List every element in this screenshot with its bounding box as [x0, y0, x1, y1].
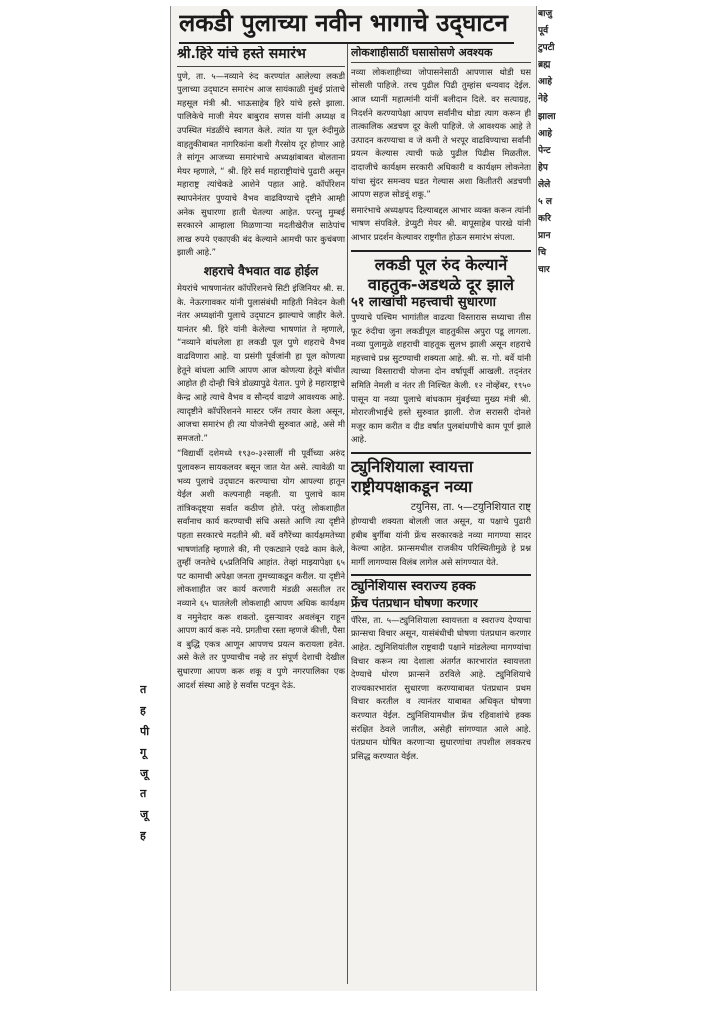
main-headline: लकडी पुलाच्या नवीन भागाचे उद्‌घाटन [179, 8, 514, 44]
bridge-subheadline: ५१ लाखांची महत्त्वाची सुधारणा [351, 294, 497, 310]
strip-fragment: झाला [538, 111, 556, 122]
strip-fragment: लेले [538, 179, 551, 190]
left-subheading-2: शहराचे वैभवात वाढ होईल [203, 264, 319, 279]
left-strip-fragment: जू [140, 808, 149, 822]
column-divider [347, 44, 348, 984]
tunisia-headline-line-1: ट्युनिशियाला स्वायत्ता [351, 457, 474, 477]
left-strip-fragment: जू [140, 766, 149, 780]
right-column [351, 46, 531, 946]
left-paragraph-1: पुणे, ता. ५—नव्याने रुंद करण्यांत आलेल्या लकडी पुलाच्या उद्‌घाटन समारंभ आज सायंकाळी मुंबई प्रांताचे महसूल मंत्री श्री. भाऊसाहेब हिरे यांचे हस्ते झाला. पालिकेचे माजी मेयर बाबुराव सणस यांनी अध्यक्ष व उपस्थित मंडळींचे स्वागत केले. त्यांत या पूल रुंदीमुळे वाहतुकीबाबत नागरिकांना कशी गैरसोय दूर होणार आहे ते सांगून आजच्या समारंभाचे अध्यक्षांबाबत बोलताना मेयर म्हणाले, “ श्री. हिरे सर्व महाराष्ट्रीयांचे पुढारी असून महाराष्ट्र त्यांचेकडे आशेने पहात आहे. कॉर्पोरेशन स्थापनेनंतर पुण्याचे वैभव वाढविण्याचे दृष्टीने आम्ही अनेक सुधारणा हाती घेतल्या आहेत. परन्तु मुम्बई सरकारने आम्हाला मिळणाऱ्या मदतीखेरीज साठेपांच लाख रुपये एकाएकी बंद केल्याने आमची फार कुचंबणा झाली आहे.” [177, 70, 345, 258]
strip-fragment: नेहे [538, 94, 548, 105]
right-paragraph-2: समारंभाचे अध्यक्षपद दिल्याबद्दल आभार व्यक्त करून त्यांनी भाषण संपविले. डेप्युटी मेयर श्री. बापूसाहेब पारखे यांनी आभार प्रदर्शन केल्यावर राष्ट्रगीत होऊन समारंभ संपला. [351, 204, 531, 243]
strip-fragment: आहे [538, 128, 552, 139]
bridge-headline-line-2: वाहतुक-अडथळे दूर झाले [367, 274, 515, 294]
left-strip-fragment: त [140, 683, 147, 696]
tunisia-dateline: टयुनिस, ता. ५—टयुनिशियात राष्ट् [410, 502, 531, 514]
strip-fragment: आहे [538, 77, 552, 88]
strip-fragment: पूर्व [538, 26, 549, 37]
self-rule-headline: ट्युनिशियास स्वराज्य हक्क [351, 579, 476, 595]
left-subheading: श्री.हिरे यांचे हस्ते समारंभ [177, 46, 345, 67]
left-strip-fragment: ह [140, 829, 146, 843]
left-paragraph-3: “विद्यार्थी दशेमध्ये १९३०-३२सालीं मी पूर्वीच्या अरुंद पुलावरून सायकलवर बसून जात येत असे. त्यावेळी या भव्य पुलाचे उद्‌घाटन करण्याचा योग आपल्या हातून येईल अशी कल्पनाही नव्हती. या पुलाचे काम तांत्रिकदृष्ट्या सर्वात कठीण होते. परंतु लोकशाहीत सर्वांनाच कार्य करण्याची संधि असते आणि त्या दृष्टीने पहता सरकारचे मदतीने श्री. बर्वे वगैरेंच्या कार्यक्षमतेच्या भाषणांतहि म्हणाले की, मी एकट्याने एवढे काम केले, तुम्हीं जनतेचे ६५प्रतिनिधि आहांत. तेव्हां माझ्यापेक्षा ६५ पट कामाची अपेक्षा जनता तुमच्याकडून करील. या दृष्टीने लोकशाहीत जर कार्य करणारी मंडळी असतील तर नव्याने ६५ घातलेली लोकशाही आपण अधिक कार्यक्षम व नमुनेदार करू शकतो. दुसऱ्यावर अवलंबून राहून आपण कार्य करू नये. प्रगतीचा रस्ता म्हणजे कीत्ती, पैसा व बुद्धि एकत्र आणून आपणच प्रयत्न करायला हवेत. असे केले तर पुण्याचीच नव्हे तर संपूर्ण देशाची देखील सुधारणा आपण करू शकू व पुणे नगरपालिका एक आदर्श संस्था आहे हे सर्वांस पटवून देऊं. [177, 448, 345, 690]
strip-fragment: ब्रह्म [538, 60, 551, 71]
tunisia-paragraph: होण्याची शक्यता बोलली जात असून, या पक्षाचे पुढारी हबीब बुर्गीबा यांनी फ्रेंच सरकारकडे नव्या मागण्या सादर केल्या आहेत. फ्रान्समधील राजकीय परिस्थितीमुळे हे प्रश्न मार्गी लागण्यास विलंब लागेल असे सांगण्यात येते. [351, 516, 531, 567]
strip-fragment: चार [538, 265, 550, 276]
strip-fragment: पेन्ट [538, 145, 551, 156]
right-paragraph-1: नव्या लोकशाहीच्या जोपासनेसाठी आपणास थोडी घस सोसली पाहिजे. तरच पुढील पिढी तुम्हांस धन्यवाद देईल. आज ध्यानीं महात्मांनी यांनीं बलीदान दिले. वर सत्याग्रह, निदर्शने करण्यापेक्षा आपण सर्वांनीच थोडा त्याग करून ही तात्कालिक अडचण दूर केली पाहिजे. जे आवश्यक आहे ते उत्पादन करण्याचा व जे कमी ते भरपूर वाढविण्याचा सर्वांनी प्रयत्न केल्यास त्याची फळे पुढील पिढीस मिळतील. दादाजीचे कार्यक्षम सरकारी अधिकारी व कार्यक्षम लोकनेता यांचा सुंदर समन्वय घडत गेल्यास अशा कितीतरी अडचणी आपण सहज सोडवूं शकू.” [351, 66, 531, 200]
left-strip-fragment: गू [140, 745, 147, 759]
strip-fragment: हेप [538, 162, 548, 173]
bridge-headline-line-1: लकडी पूल रुंद केल्यानें [374, 254, 508, 274]
newspaper-clipping [170, 6, 537, 991]
adjacent-clipping-strip [538, 6, 586, 986]
strip-fragment: चि [538, 248, 547, 259]
bridge-article [351, 250, 531, 447]
tunisia-headline-line-2: राष्ट्रीयपक्षाकडून नव्या [351, 477, 473, 497]
left-column [177, 46, 345, 946]
strip-fragment: करि [538, 214, 551, 225]
strip-fragment: प्रान [538, 231, 551, 242]
left-strip-fragment: पी [140, 724, 150, 738]
right-headline-democracy: लोकशाहीसाठीं घसासोसणे अवश्यक [351, 46, 531, 63]
tunisia-self-rule-article [351, 574, 531, 763]
left-paragraph-2: मेयरांचे भाषणानंतर कॉर्पोरेशनचे सिटी इंजिनियर श्री. स. के. नेऊरगावकर यांनी पुलासंबंधी माहिती निवेदन केली नंतर अध्यक्षांनी पुलाचे उद्‌घाटन झाल्याचे जाहीर केले. यानंतर श्री. हिरे यांनी केलेल्या भाषणांत ते म्हणाले, “नव्याने बांधलेला हा लकडी पूल पुणे शहराचे वैभव वाढविणारा आहे. या प्रसंगी पूर्वजांनी हा पूल कोणत्या हेतूने बांधला आणि आपण आज कोणत्या हेतूने बांधीत आहोत ही दोन्ही चित्रे डोळ्यापुढे येतात. पुणे हे महाराष्ट्राचे केन्द्र आहे त्याचे वैभव व सौन्दर्य वाढणे आवश्यक आहे. त्यादृष्टीने कॉर्पोरेशनने मास्टर प्लॅन तयार केला असून, आजचा समारंभ ही त्या योजनेची सुरुवात आहे, असे मी समजतो.” [177, 283, 345, 443]
strip-fragment: बाजु [538, 9, 553, 19]
tunisia-article [351, 452, 531, 569]
left-strip-fragment: ह [140, 703, 146, 717]
left-strip-fragment: त [140, 787, 147, 801]
left-edge-strip [140, 680, 168, 960]
self-rule-subheadline: फ्रेंच पंतप्रधान घोषणा करणार [351, 596, 531, 612]
self-rule-paragraph: पॅरिस, ता. ५—ट्युनिशियाला स्वायत्तता व स्वराज्य देण्याचा फ्रान्सचा विचार असून, यासंबंधीची घोषणा पंतप्रधान करणार आहेत. ट्युनिशियांतील राष्ट्रवादी पक्षाने मांडलेल्या मागण्यांचा विचार करून त्या देशाला अंतर्गत कारभारांत स्वायत्तता देण्याचे धोरण फ्रान्सने ठरविले आहे. ट्युनिशियाचे राज्यकारभारांत सुधारणा करण्याबाबत पंतप्रधान प्रथम विचार करतील व त्यानंतर याबाबत अधिकृत घोषणा करण्यात येईल. ट्युनिशियामधील फ्रेंच रहिवाशांचे हक्क संरक्षित ठेवले जातील, असेही सांगण्यात आले आहे. पंतप्रधान घोषित करणाऱ्या सुधारणांचा तपशील लवकरच प्रसिद्ध करण्यात येईल. [351, 614, 531, 761]
strip-fragment: ५ ल [538, 197, 552, 208]
bridge-paragraph: पुण्याचे पश्चिम भागांतील वाढत्या विस्तारास सध्याचा तीस फूट रुंदीचा जुना लकडीपूल वाहतुकीस अपुरा पडू लागला. नव्या पुलामुळे शहराची वाहतूक सुलभ झाली असून शहराचे महत्त्वाचे प्रश्न सुटण्याची शक्यता आहे. श्री. स. गो. बर्वे यांनी त्याच्या विस्ताराची योजना दोन वर्षापूर्वी आखली. तद्नंतर समिति नेमली व नंतर ती निश्चित केली. १२ नोव्हेंबर, १९५० पासून या नव्या पुलाचे बांधकाम मुंबईच्या मुख्य मंत्री श्री. मोरारजीभाईंचे हस्ते सुरुवात झाली. रोज सरासरी दोनशे मजूर काम करीत व दीड वर्षात पुलबांधणीचे काम पूर्ण झाले आहे. [351, 311, 531, 445]
strip-fragment: टुपटी [538, 43, 555, 54]
